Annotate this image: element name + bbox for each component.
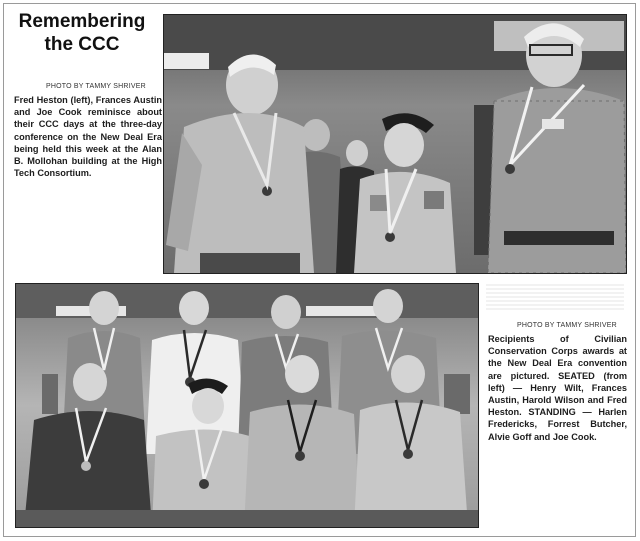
headline: Remembering the CCC	[18, 11, 146, 55]
photo-award-recipients	[15, 283, 479, 528]
photo-award-recipients-image	[16, 284, 478, 527]
photo-conversation-image	[164, 15, 626, 273]
faded-text-block	[486, 284, 624, 310]
caption-bottom: Recipients of Civilian Conservation Corps awards at the New Deal Era convention are pictured. SEATED (from left) — Henry Wilt, Frances Austin, Harold Wilson and Fred Heston. STANDING — Harlen Fredericks, Forrest Butcher, Alvie Goff and Joe Cook.	[488, 334, 627, 442]
photo-credit-top: PHOTO BY TAMMY SHRIVER	[46, 83, 146, 90]
photo-conversation	[163, 14, 627, 274]
caption-top: Fred Heston (left), Frances Austin and Joe Cook reminisce about their CCC days at the three-day conference on the New Deal Era being held this week at the Alan B. Mollohan building at the High Tech Consortium.	[14, 95, 162, 179]
photo-credit-bottom: PHOTO BY TAMMY SHRIVER	[517, 322, 617, 329]
